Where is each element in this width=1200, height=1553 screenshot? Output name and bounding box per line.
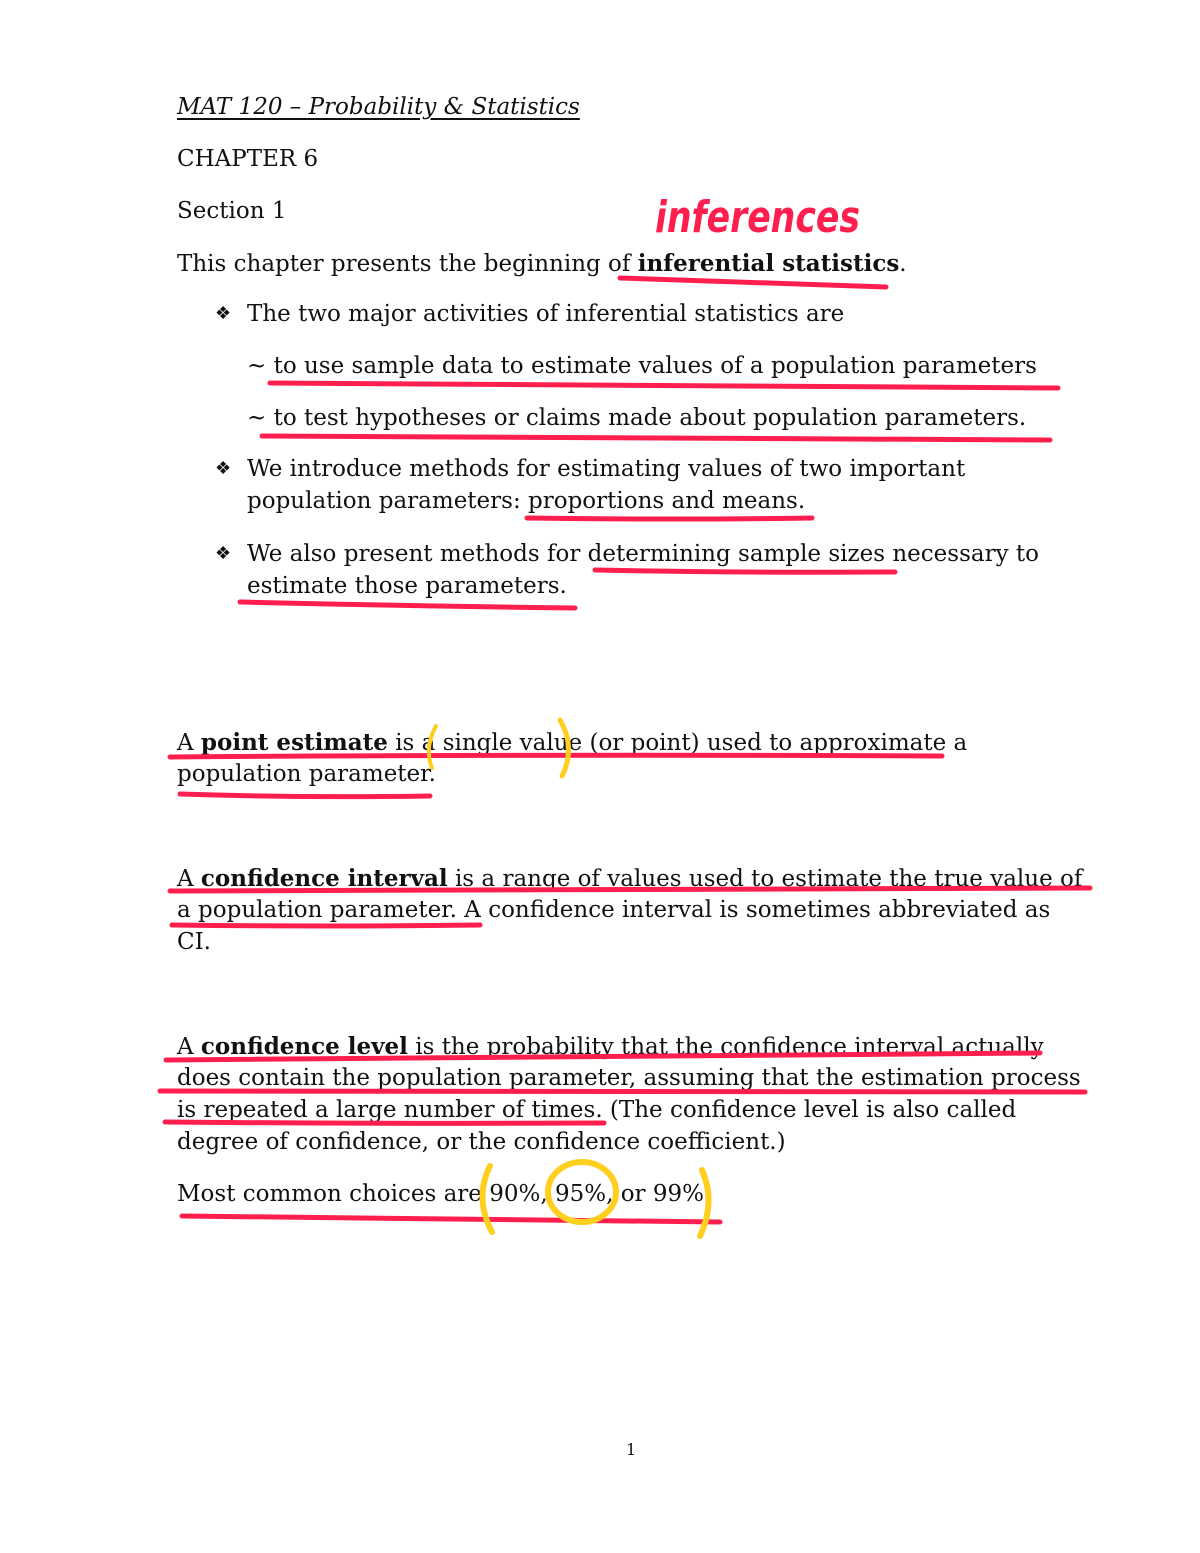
- confidence-interval-term: confidence interval: [200, 865, 448, 892]
- confidence-interval-line-2: a population parameter. A confidence interval is sometimes abbreviated as: [177, 897, 1051, 923]
- bullet-diamond-icon: ❖: [215, 543, 232, 564]
- confidence-level-line-1: [177, 1035, 1044, 1059]
- document-title: MAT 120 – Probability & Statistics: [177, 94, 580, 120]
- underline-test-hypotheses: [262, 436, 1050, 440]
- bullet-3-line-1: We also present methods for determining sample sizes necessary to: [247, 541, 1039, 567]
- page-number: 1: [626, 1440, 637, 1459]
- bullet-3-line-2: estimate those parameters.: [247, 573, 567, 599]
- underline-inferential-statistics: [620, 278, 886, 287]
- underline-confidence-interval-line-2: [172, 925, 480, 926]
- confidence-level-line-4: degree of confidence, or the confidence coefficient.): [177, 1129, 786, 1155]
- bullet-diamond-icon: ❖: [215, 458, 232, 479]
- bullet-2-line-2: population parameters: proportions and means.: [247, 488, 806, 514]
- inferential-statistics-term: inferential statistics: [637, 250, 900, 277]
- bullet-1-item-2: ~ to test hypotheses or claims made about population parameters.: [247, 405, 1027, 431]
- confidence-level-line-3: is repeated a large number of times. (The confidence level is also called: [177, 1097, 1017, 1123]
- point-estimate-line-1: [177, 731, 967, 755]
- confidence-level-line-2: does contain the population parameter, assuming that the estimation process: [177, 1065, 1081, 1091]
- bullet-1-item-1: ~ to use sample data to estimate values of a population parameters: [247, 353, 1037, 379]
- underline-estimate-parameters: [240, 602, 575, 608]
- confidence-level-term: confidence level: [200, 1033, 408, 1060]
- point-estimate-term: point estimate: [200, 729, 388, 756]
- confidence-interval-line-3: CI.: [177, 929, 211, 955]
- bullet-2-line-1: We introduce methods for estimating values of two important: [247, 456, 966, 482]
- bullet-1-text: The two major activities of inferential statistics are: [247, 301, 845, 327]
- chapter-heading: CHAPTER 6: [177, 146, 319, 172]
- underline-estimate-values: [270, 383, 1058, 388]
- bullet-diamond-icon: ❖: [215, 303, 232, 324]
- confidence-interval-line-1: [177, 867, 1082, 891]
- intro-line: [177, 252, 907, 276]
- point-estimate-line-2: population parameter.: [177, 761, 436, 787]
- intro-text: This chapter presents the beginning of: [177, 251, 638, 277]
- common-choices-line: Most common choices are 90%, 95%, or 99%.: [177, 1181, 712, 1207]
- underline-determining-sample-sizes: [595, 570, 895, 572]
- underline-confidence-level-line-2: [160, 1091, 1085, 1092]
- article: A: [177, 730, 201, 756]
- confidence-interval-definition: is a range of values used to estimate the true value of: [447, 866, 1083, 892]
- intro-period: .: [899, 251, 907, 277]
- point-estimate-definition: is a single value (or point) used to approximate a: [387, 730, 968, 756]
- confidence-level-definition: is the probability that the confidence interval actually: [407, 1034, 1044, 1060]
- section-heading: Section 1: [177, 198, 287, 224]
- underline-proportions-means: [527, 518, 812, 519]
- underline-common-choices: [182, 1216, 720, 1222]
- article: A: [177, 866, 201, 892]
- article: A: [177, 1034, 201, 1060]
- underline-point-estimate-line-2: [180, 794, 430, 797]
- handwritten-inferences-note: inferences: [655, 192, 860, 243]
